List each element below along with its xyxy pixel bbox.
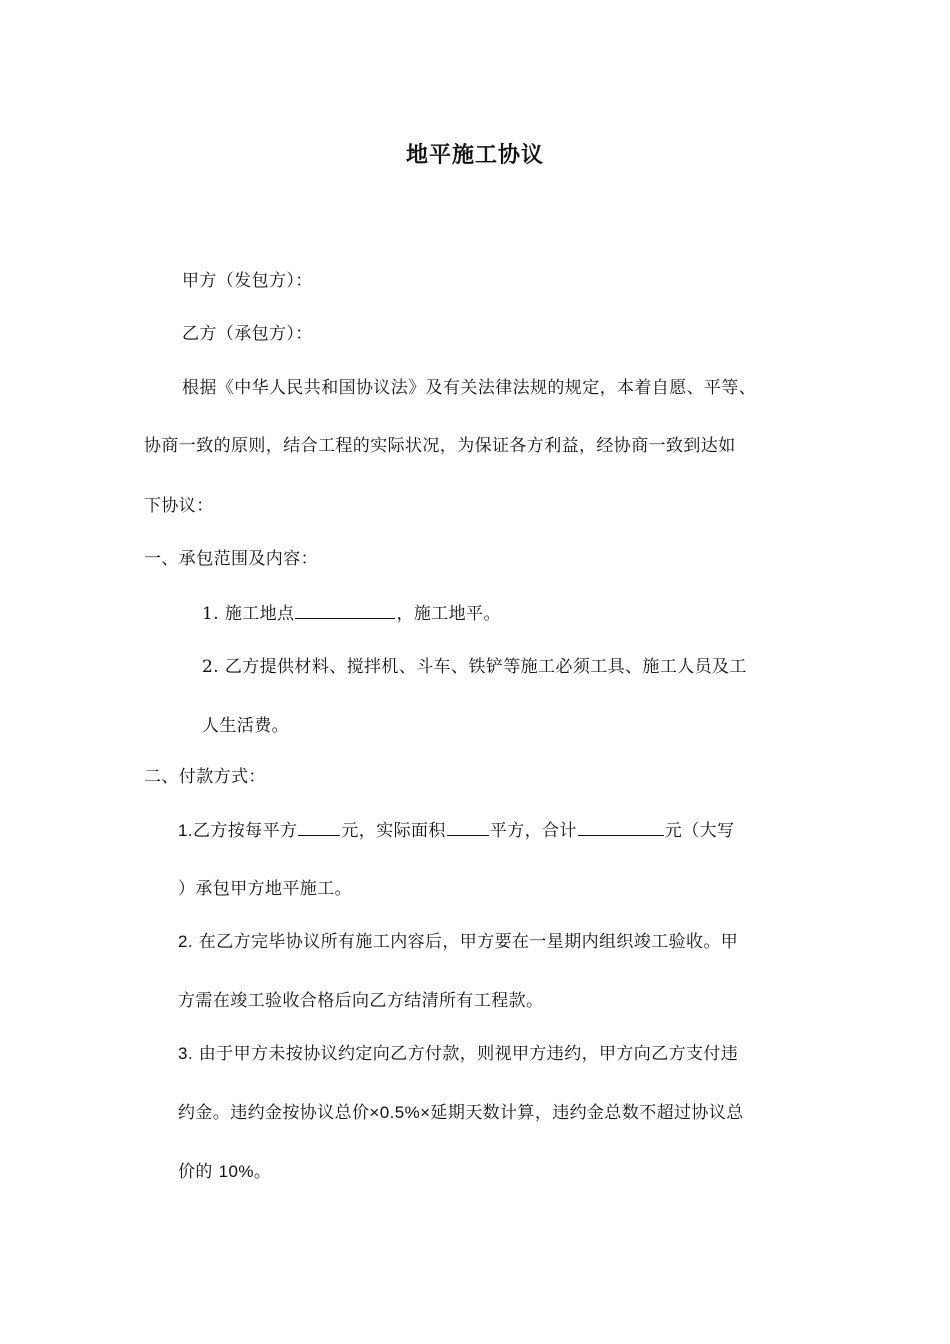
section-2-item-3-line-3 <box>178 1161 271 1183</box>
item-text: 。 <box>253 1162 272 1182</box>
section-1-item-2-line-1: 2. 乙方提供材料、搅拌机、斗车、铁铲等施工必须工具、施工人员及工 <box>202 657 747 677</box>
section-2-item-3-line-1 <box>178 1043 738 1065</box>
blank-line-site[interactable] <box>295 602 395 619</box>
section-2-item-1-line-2: ）承包甲方地平施工。 <box>178 879 352 899</box>
item-text: 乙方按每平方 <box>192 821 298 841</box>
blank-line-total[interactable] <box>578 819 664 836</box>
item-text: 由于甲方未按协议约定向乙方付款，则视甲方违约，甲方向乙方支付违 <box>198 1044 739 1064</box>
section-2-item-1-line-1 <box>178 819 734 842</box>
party-b-label: 乙方（承包方）： <box>182 324 313 344</box>
item-number: 1. <box>202 604 220 624</box>
item-text: 平方，合计 <box>489 821 577 841</box>
item-text: 施工地点 <box>224 604 295 624</box>
preamble-line-3: 下协议： <box>144 496 214 516</box>
section-1-item-1 <box>202 602 501 625</box>
blank-line-unit-price[interactable] <box>298 819 340 836</box>
item-number: 3. <box>178 1044 193 1063</box>
item-text: 约金。违约金按协议总价 <box>178 1103 370 1123</box>
section-2-item-3-line-2 <box>178 1102 744 1124</box>
blank-line-area[interactable] <box>447 819 489 836</box>
item-number: 1. <box>178 821 193 840</box>
section-2-item-2-line-1 <box>178 931 738 953</box>
item-text: 延期天数计算，违约金总数不超过协议总 <box>430 1103 744 1123</box>
item-text: 价的 <box>178 1162 213 1182</box>
document-title: 地平施工协议 <box>405 142 544 168</box>
item-text: 在乙方完毕协议所有施工内容后，甲方要在一星期内组织竣工验收。甲 <box>198 932 739 952</box>
item-text: 元（大写 <box>664 821 735 841</box>
formula-text: ×0.5%× <box>369 1103 431 1122</box>
preamble-line-2: 协商一致的原则，结合工程的实际状况，为保证各方利益，经协商一致到达如 <box>144 436 736 456</box>
section-2-item-2-line-2: 方需在竣工验收合格后向乙方结清所有工程款。 <box>178 991 544 1011</box>
party-a-label: 甲方（发包方）： <box>182 271 313 291</box>
section-2-heading: 二、付款方式： <box>144 767 266 787</box>
preamble-line-1: 根据《中华人民共和国协议法》及有关法律法规的规定，本着自愿、平等、 <box>182 378 757 398</box>
percent-value: 10% <box>218 1162 254 1181</box>
section-1-heading: 一、承包范围及内容： <box>144 549 318 569</box>
section-1-item-2-line-2: 人生活费。 <box>202 716 289 736</box>
item-text: 元，实际面积 <box>341 821 446 841</box>
item-text: ，施工地平。 <box>396 604 501 624</box>
item-number: 2. <box>178 932 193 951</box>
